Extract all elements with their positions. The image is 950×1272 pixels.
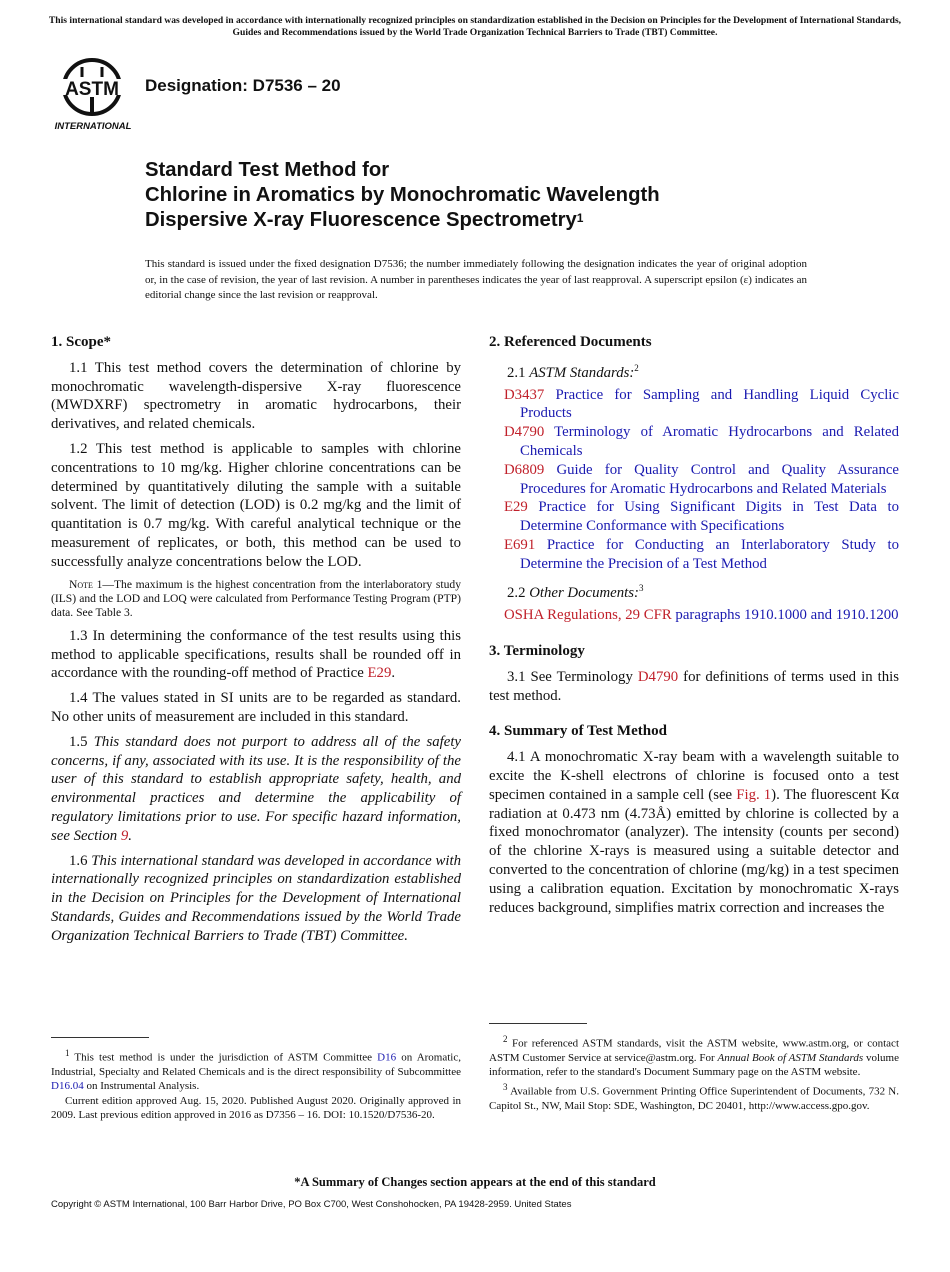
footnote-1-mid: on Aromatic, Industrial, Specialty and Related Chemicals and is the direct responsibility of Subcommittee bbox=[51, 1051, 461, 1078]
ref-code[interactable]: D3437 bbox=[504, 386, 545, 403]
copyright: Copyright © ASTM International, 100 Barr Harbor Drive, PO Box C700, West Conshohocken, PA 19428-2959. United States bbox=[51, 1199, 572, 1210]
link-section-9[interactable]: 9 bbox=[120, 827, 129, 844]
para-4-1-text: 4.1 A monochromatic X-ray beam with a wavelength suitable to excite the K-shell electrons of chlorine is focused onto a test specimen contained in a sample cell (see bbox=[489, 749, 899, 803]
title-line-2: Chlorine in Aromatics by Monochromatic Wavelength bbox=[145, 184, 660, 206]
para-1-6-num: 1.6 bbox=[69, 852, 92, 869]
ref-code[interactable]: E691 bbox=[504, 536, 536, 553]
footnote-2 bbox=[489, 1032, 899, 1080]
top-note: This international standard was developed in accordance with internationally recognized principles on standardization established in the Decision on Principles for the Development of International Standards, Guides and Recommendations issued by the World Trade Organization Technical Barriers to Trade (TBT) Committee. bbox=[48, 15, 902, 38]
ref-title[interactable]: Guide for Quality Control and Quality Assurance Procedures for Aromatic Hydrocarbons and Related Materials bbox=[520, 461, 899, 497]
title-footnote-mark: 1 bbox=[576, 211, 584, 225]
scope-heading: 1. Scope* bbox=[51, 334, 111, 350]
footnote-3 bbox=[489, 1080, 899, 1113]
note-1 bbox=[51, 578, 461, 621]
ref-item[interactable] bbox=[489, 461, 899, 499]
para-1-5-num: 1.5 bbox=[69, 733, 94, 750]
other-documents-label bbox=[507, 579, 899, 603]
astm-standards-text: ASTM Standards: bbox=[529, 364, 635, 381]
ref-item[interactable] bbox=[489, 386, 899, 424]
footnote-2-mark: 2 bbox=[503, 1034, 508, 1044]
astm-logo bbox=[52, 57, 134, 133]
link-d16[interactable]: D16 bbox=[377, 1051, 397, 1064]
document-title bbox=[145, 158, 865, 233]
para-1-3-end: . bbox=[391, 665, 396, 682]
referenced-heading: 2. Referenced Documents bbox=[489, 334, 652, 350]
ref-title[interactable]: Terminology of Aromatic Hydrocarbons and Related Chemicals bbox=[520, 424, 899, 459]
footnote-edition: Current edition approved Aug. 15, 2020. Published August 2020. Originally approved in 2009. Last previous edition approved in 2016 as D7356 – 16. DOI: 10.1520/D7536-20. bbox=[51, 1094, 461, 1121]
para-3-1-end: for definitions of terms used in this test method. bbox=[489, 668, 899, 704]
terminology-heading: 3. Terminology bbox=[489, 643, 585, 659]
para-1-5 bbox=[51, 733, 461, 846]
issue-note: This standard is issued under the fixed designation D7536; the number immediately following the designation indicates the year of original adoption or, in the case of revision, the year of last revision. A number in parentheses indicates the year of last reapproval. A superscript epsilon (ε) indicates an editorial change since the last revision or reapproval. bbox=[145, 258, 807, 301]
left-column bbox=[51, 333, 461, 952]
other-documents-num: 2.2 bbox=[507, 585, 530, 602]
link-d16-04[interactable]: D16.04 bbox=[51, 1080, 84, 1093]
ref-item[interactable] bbox=[489, 536, 899, 574]
para-4-1-end: ). The fluorescent Kα radiation at 0.473 nm (4.73Å) emitted by chlorine is collected by a fixed monochromator (analyzer). The intensity (counts per second) of the chlorine X-rays is measured using a suitable detector and converted to the concentration of chlorine (mg/kg) in a test specimen using a calibration equation. Excitation by monochromatic X-rays reduces background, simplifies matrix correction and increases the bbox=[489, 786, 899, 916]
para-1-3-text: 1.3 In determining the conformance of the test results using this method to applicable specifications, results shall be rounded off in accordance with the rounding-off method of Practice bbox=[51, 627, 461, 682]
summary-of-changes-note: *A Summary of Changes section appears at the end of this standard bbox=[294, 1175, 656, 1189]
para-1-5-end: . bbox=[128, 827, 132, 844]
ref-title[interactable]: Practice for Using Significant Digits in Test Data to Determine Conformance with Specifications bbox=[520, 499, 899, 535]
astm-standards-num: 2.1 bbox=[507, 364, 530, 381]
ref-item-osha[interactable] bbox=[489, 606, 899, 625]
para-1-1: 1.1 This test method covers the determination of chlorine by monochromatic wavelength-dispersive X-ray fluorescence (MWDXRF) spectrometry in aromatic hydrocarbons, their derivatives, and related chemicals. bbox=[51, 359, 461, 433]
astm-standards-fn: 2 bbox=[634, 362, 639, 373]
summary-heading: 4. Summary of Test Method bbox=[489, 723, 667, 740]
link-fig-1[interactable]: Fig. 1 bbox=[736, 786, 772, 803]
ref-code[interactable]: E29 bbox=[504, 499, 528, 516]
title-line-3-text: Dispersive X-ray Fluorescence Spectrometry bbox=[145, 209, 577, 231]
para-3-1 bbox=[489, 668, 899, 706]
footnote-rule-left bbox=[51, 1037, 149, 1038]
ref-code[interactable]: D4790 bbox=[504, 424, 545, 441]
ref-code[interactable]: D6809 bbox=[504, 461, 545, 478]
para-4-1 bbox=[489, 748, 899, 917]
footnote-2-end: volume information, refer to the standard's Document Summary page on the ASTM website. bbox=[489, 1051, 899, 1079]
note-1-text: —The maximum is the highest concentration from the interlaboratory study (ILS) and the LOD and LOQ were calculated from Performance Testing Program (PTP) data. See Table 3. bbox=[51, 577, 461, 620]
footnote-1-mark: 1 bbox=[65, 1048, 70, 1058]
footnotes-right bbox=[489, 1032, 899, 1113]
para-1-3 bbox=[51, 627, 461, 683]
ref-code[interactable]: OSHA Regulations, 29 CFR bbox=[504, 607, 672, 624]
footnote-1 bbox=[51, 1046, 461, 1094]
para-1-6 bbox=[51, 852, 461, 946]
para-3-1-text: 3.1 See Terminology bbox=[507, 668, 638, 685]
footnote-2-italic: Annual Book of ASTM Standards bbox=[717, 1051, 864, 1064]
note-1-label: Note 1 bbox=[69, 577, 103, 591]
ref-title[interactable]: paragraphs 1910.1000 and 1910.1200 bbox=[671, 607, 899, 624]
right-column bbox=[489, 333, 899, 923]
footnote-rule-right bbox=[489, 1023, 587, 1024]
title-line-1: Standard Test Method for bbox=[145, 159, 390, 181]
link-e29[interactable]: E29 bbox=[367, 665, 392, 682]
other-documents-text: Other Documents: bbox=[529, 585, 639, 602]
title-line-3 bbox=[145, 208, 865, 233]
para-1-4: 1.4 The values stated in SI units are to be regarded as standard. No other units of measurement are included in this standard. bbox=[51, 690, 461, 725]
para-1-5-text: This standard does not purport to address all of the safety concerns, if any, associated with its use. It is the responsibility of the user of this standard to establish appropriate safety, health, and environmental practices and determine the applicability of regulatory limitations prior to use. For specific hazard information, see Section bbox=[51, 733, 461, 844]
ref-title[interactable]: Practice for Conducting an Interlaboratory Study to Determine the Precision of a Test Method bbox=[520, 536, 899, 572]
ref-item[interactable] bbox=[489, 423, 899, 461]
para-1-6-text: This international standard was developed in accordance with internationally recognized principles on standardization established in the Decision on Principles for the Development of International Standards, Guides and Recommendations issued by the World Trade Organization Technical Barriers to Trade (TBT) Committee. bbox=[51, 852, 461, 944]
ref-item[interactable] bbox=[489, 498, 899, 536]
astm-standards-label bbox=[507, 359, 899, 383]
footnote-3-mark: 3 bbox=[503, 1081, 508, 1092]
link-d4790[interactable]: D4790 bbox=[637, 668, 679, 685]
para-1-2: 1.2 This test method is applicable to samples with chlorine concentrations to 10 mg/kg. Higher chlorine concentrations can be determined by quantitatively diluting the sample with a suitable solvent. The limit of detection (LOD) is 0.2 mg/kg and the limit of quantitation is 0.7 mg/kg. With careful analytical technique or the measurement of replicates, or both, this method can be used to successfully analyze concentrations below the LOD. bbox=[51, 440, 461, 570]
designation: Designation: D7536 – 20 bbox=[145, 76, 341, 95]
ref-title[interactable]: Practice for Sampling and Handling Liquid Cyclic Products bbox=[520, 386, 899, 422]
footnote-1-end: on Instrumental Analysis. bbox=[83, 1080, 200, 1093]
footnotes-left bbox=[51, 1046, 461, 1122]
footnote-2-text: For referenced ASTM standards, visit the ASTM website, www.astm.org, or contact ASTM Customer Service at service@astm.org. For bbox=[489, 1037, 899, 1064]
logo-letters: ASTM bbox=[65, 79, 119, 100]
other-documents-fn: 3 bbox=[638, 583, 644, 594]
footnote-1-text: This test method is under the jurisdiction of ASTM Committee bbox=[69, 1051, 378, 1064]
logo-caption: INTERNATIONAL bbox=[54, 121, 132, 132]
footnote-3-text: Available from U.S. Government Printing Office Superintendent of Documents, 732 N. Capitol St., NW, Mail Stop: SDE, Washington, DC 20401, http://www.access.gpo.gov. bbox=[489, 1085, 899, 1112]
astm-logo-icon bbox=[52, 57, 134, 133]
